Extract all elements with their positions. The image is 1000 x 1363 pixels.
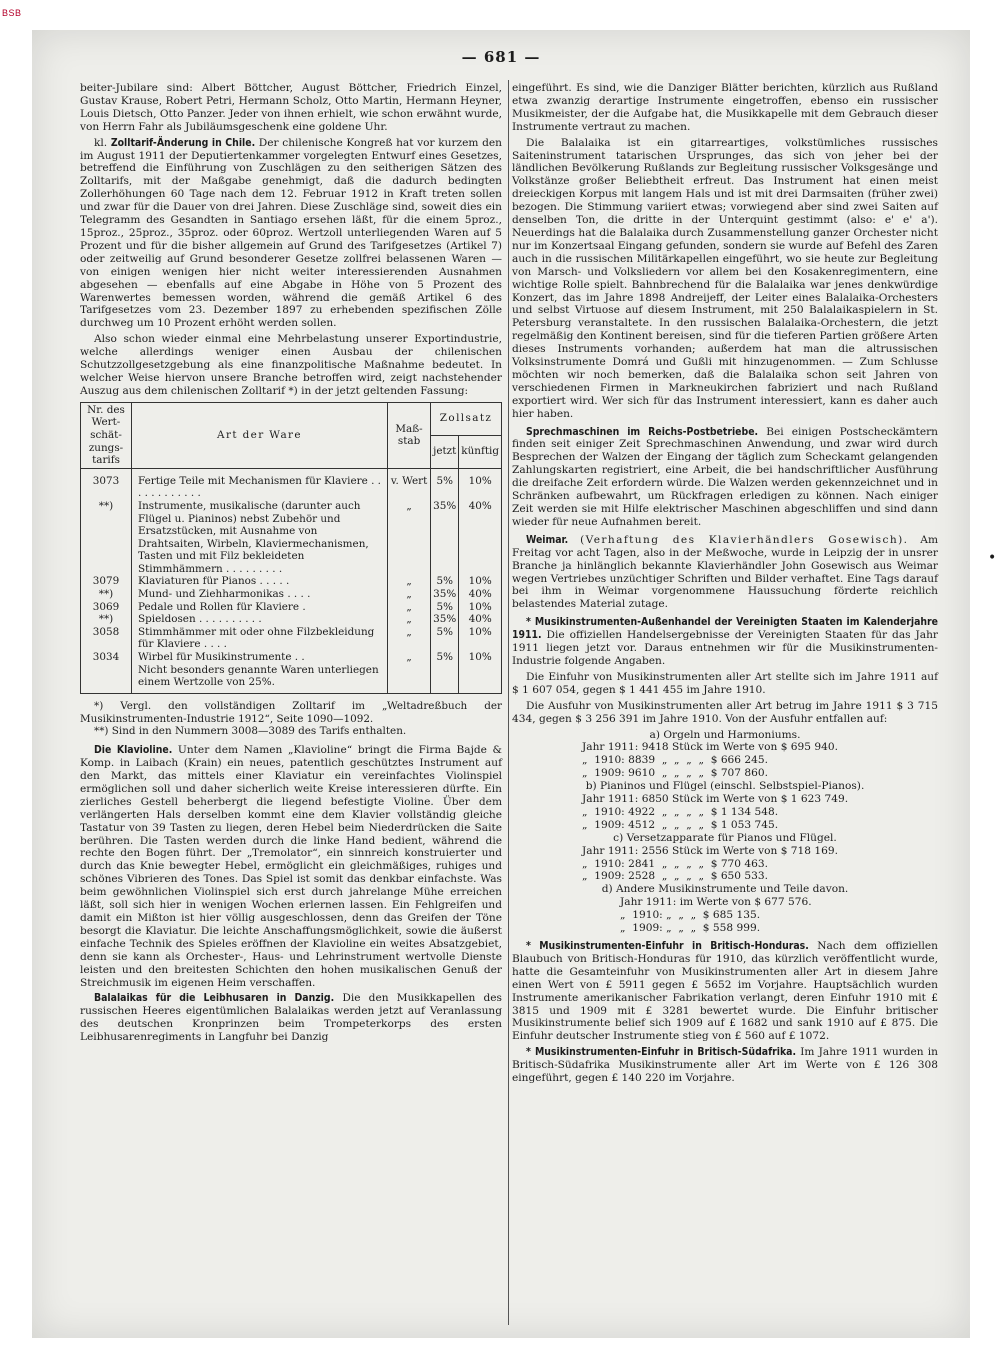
tariff-jetzt: 5% xyxy=(431,468,459,500)
aussenhandel-heading: * Musikinstrumenten-Außenhandel der Vereinigten Staaten im Kalenderjahre 1911. xyxy=(512,616,938,642)
honduras-article xyxy=(512,940,938,1043)
footnote-2: **) Sind in den Nummern 3008—3089 des Tarifs enthalten. xyxy=(94,725,407,738)
tariff-massstab: „ xyxy=(388,601,431,614)
balalaika-continuation: eingeführt. Es sind, wie die Danziger Blätter berichten, kürzlich aus Rußland etwa zwanzig derartige Instrumente eingetroffen, ebenso ein russischer Musikmeister, der die Aufgabe hat, die Musikkapelle mit dem Gebrauch dieser Instrumente vertraut zu machen. xyxy=(512,82,938,133)
tariff-nr: 3073 xyxy=(81,468,132,500)
tariff-row xyxy=(81,468,502,500)
tariff-jetzt: 35% xyxy=(431,500,459,576)
tariff-kuenftig: 10% xyxy=(459,601,502,614)
export-row: „ 1909: 4512 „ „ „ „ $ 1 053 745. xyxy=(582,818,779,831)
tariff-kuenftig: 40% xyxy=(459,500,502,576)
jubilee-paragraph: beiter-Jubilare sind: Albert Böttcher, August Böttcher, Friedrich Einzel, Gustav Krause, Robert Petri, Hermann Scholz, Otto Martin, Hermann Heyner, Louis Dietsch, Otto Panzer. Jeder von ihnen erhielt, wie schon erwähnt wurde, von Herrn Fahr als Jubiläumsgeschenk eine goldene Uhr. xyxy=(80,82,502,133)
tariff-nr: 3034 xyxy=(81,651,132,664)
tariff-row xyxy=(81,613,502,626)
export-row: „ 1909: 2528 „ „ „ „ $ 650 533. xyxy=(582,870,768,883)
export-row: Jahr 1911: 6850 Stück im Werte von $ 1 623 749. xyxy=(582,793,849,806)
klavioline-heading: Die Klavioline. xyxy=(94,744,173,757)
newspaper-page xyxy=(32,30,997,1338)
zolltarif-prefix: kl. xyxy=(94,136,108,149)
aussenhandel-text: Die offiziellen Handelsergebnisse der Vereinigten Staaten für das Jahr 1911 liegen jetzt vor. Daraus entnehmen wir für die Musikinstrumenten-Industrie folgende Angaben. xyxy=(512,629,938,667)
tariff-massstab xyxy=(388,664,431,694)
export-row: „ 1909: 9610 „ „ „ „ $ 707 860. xyxy=(582,767,768,780)
tariff-row xyxy=(81,664,502,694)
header-zollsatz: Zollsatz xyxy=(431,402,502,435)
tariff-kuenftig xyxy=(459,664,502,694)
tariff-nr: **) xyxy=(81,588,132,601)
weimar-article xyxy=(512,534,938,611)
balalaikas-article xyxy=(80,992,502,1044)
aussenhandel-article xyxy=(512,616,938,668)
tariff-art: Stimmhämmer mit oder ohne Filzbekleidung für Klaviere . . . . xyxy=(132,626,388,651)
export-row: Jahr 1911: 2556 Stück im Werte von $ 718 169. xyxy=(582,844,838,857)
suedafrika-heading: * Musikinstrumenten-Einfuhr in Britisch-Südafrika. xyxy=(526,1046,797,1059)
sprechmaschinen-text: Bei einigen Postscheckämtern finden seit einiger Zeit Sprechmaschinen Anwendung, und zwar wird durch Besprechen der Walzen der Eingang der täglich zum Scheckamt gelangenden Zahlungskarten registriert, eine Arbeit, die bei handschriftlicher Ausführung die dreifache Zeit erfordern würde. Die Walzen werden gekennzeichnet und in Schränken aufbewahrt, um Rückfragen erledigen zu können. Nach einiger Zeit werden sie mit Hilfe elektrischer Maschinen abgeschliffen und sind dann wieder für neue Aufnahmen bereit. xyxy=(512,425,938,528)
weimar-subtitle: (Verhaftung des Klavierhändlers Gosewisch). xyxy=(580,533,909,546)
export-group-title: c) Versetzapparate für Pianos und Flügel. xyxy=(613,831,837,844)
sprechmaschinen-heading: Sprechmaschinen im Reichs-Postbetriebe. xyxy=(526,425,759,438)
tariff-art: Pedale und Rollen für Klaviere . xyxy=(132,601,388,614)
tariff-row xyxy=(81,601,502,614)
tariff-kuenftig: 10% xyxy=(459,651,502,664)
export-row: „ 1910: „ „ „ $ 685 135. xyxy=(620,909,761,922)
export-row: „ 1910: 8839 „ „ „ „ $ 666 245. xyxy=(582,754,768,767)
honduras-text: Nach dem offiziellen Blaubuch von Britisch-Honduras für 1910, das kürzlich veröffentlicht wurde, hatte die Gesamteinfuhr von Musikinstrumenten aller Art in diesem Jahre einen Wert von £ 5911 gegen £ 5652 im Vorjahre. Hauptsächlich wurden Instrumente amerikanischer Fabrikation verlangt, deren Einfuhr 1910 mit £ 3815 und 1909 mit £ 3281 bewertet wurde. Die Einfuhr britischer Musikinstrumente belief sich 1909 auf £ 1682 und sank 1910 auf £ 875. Die Einfuhr deutscher Instrumente stieg von £ 560 auf £ 1072. xyxy=(512,940,938,1043)
tariff-nr: **) xyxy=(81,500,132,576)
tariff-art: Instrumente, musikalische (darunter auch Flügel u. Pianinos) nebst Zubehör und Ersatzstücken, mit Ausnahme von Drahtsaiten, Wirbeln, Klaviermechanismen, Tasten und mit Filz bekleideten Stimmhämmern . . . . . . . . . xyxy=(132,500,388,576)
klavioline-article xyxy=(80,744,502,989)
tariff-massstab: „ xyxy=(388,575,431,588)
tariff-row xyxy=(81,500,502,576)
tariff-massstab: „ xyxy=(388,651,431,664)
tariff-art: Spieldosen . . . . . . . . . . xyxy=(132,613,388,626)
tariff-nr: **) xyxy=(81,613,132,626)
header-kuenftig: künftig xyxy=(459,435,502,468)
tariff-row xyxy=(81,626,502,651)
tariff-row xyxy=(81,575,502,588)
tariff-kuenftig: 10% xyxy=(459,575,502,588)
klavioline-text: Unter dem Namen „Klavioline“ bringt die Firma Bajde & Komp. in Laibach (Krain) ein neues, patentlich geschütztes Instrument auf den Markt, das mittels einer Klaviatur ein vereinfachtes Violinspiel ermöglichen soll und daher sicherlich weite Kreise interessieren dürfte. Ein zierliches Gestell beherbergt die liegend befestigte Violine. Über dem verlängerten Hals derselben kommt eine dem Klavier vollständig gleiche Tastatur von 39 Tasten zu liegen, deren Hebel beim Niederdrücken die Saite berühren. Die Tasten werden durch die linke Hand bedient, während die rechte den Bogen führt. Der „Tremolator“, ein sinnreich konstruierter und durch das Knie bewegter Hebel, ermöglicht ein gleichmäßiges, ruhiges und schönes Vibrieren des Tones. Das Spiel ist somit das denkbar einfachste. Was beim gewöhnlichen Violinspiel sich erst durch jahrelange Mühe erreichen läßt, soll sich hier in wenigen Wochen erlernen lassen. Ein Fehlgreifen und damit ein Mißton ist hier völlig ausgeschlossen, denn das Greifen der Töne besorgt die Klaviatur. Die leichte Anschaffungsmöglichkeit, sowie die äußerst einfache Technik des Spieles eröffnen der Klavioline ein weites Absatzgebiet, denn sie kann als Orchester-, Haus- und Lehrinstrument wertvolle Dienste leisten und den breitesten Schichten den hohen musikalischen Genuß der Streichmusik im eigenen Heim verschaffen. xyxy=(80,744,502,989)
page-number: — 681 — xyxy=(461,48,541,66)
tariff-jetzt xyxy=(431,664,459,694)
honduras-heading: * Musikinstrumenten-Einfuhr in Britisch-Honduras. xyxy=(526,940,809,952)
tariff-art: Wirbel für Musikinstrumente . . xyxy=(132,651,388,664)
header-art: Art der Ware xyxy=(132,402,388,468)
tariff-jetzt: 5% xyxy=(431,651,459,664)
tariff-kuenftig: 40% xyxy=(459,613,502,626)
zolltarif-text: Der chilenische Kongreß hat vor kurzem den im August 1911 der Deputiertenkammer vorgelegten Entwurf eines Gesetzes, betreffend die Einführung von Zuschlägen zu den seitherigen Sätzen des Zolltarifs, mit der Maßgabe genehmigt, daß die dadurch bedingten Zollerhöhungen 60 Tage nach dem 12. Februar 1912 in Kraft treten sollen und zwar für die Dauer von drei Jahren. Diese Zuschläge sind, soweit dies ein Telegramm des Gesandten in Santiago ersehen läßt, für die einem 5proz., 15proz., 25proz., 35proz. oder 60proz. Wertzoll unterliegenden Waren auf 5 Prozent und für die bisher allgemein auf Grund des Tarifgesetzes (Artikel 7) oder zeitweilig auf Grund besonderer Gesetze zollfrei belassenen Waren — von einigen wenigen hier nicht weiter interessierenden Ausnahmen abgesehen — ebenfalls auf eine Abgabe in Höhe von 5 Prozent des Warenwertes bemessen worden, während die gemäß Artikel 6 des Tarifgesetzes vom 23. Dezember 1897 zu erhebenden spezifischen Zölle durchweg um 10 Prozent erhöht werden sollen. xyxy=(80,136,502,330)
zolltarif-article xyxy=(80,137,502,331)
export-group-title: d) Andere Musikinstrumente und Teile davon. xyxy=(601,883,849,896)
ausfuhr-paragraph: Die Ausfuhr von Musikinstrumenten aller Art betrug im Jahre 1911 $ 3 715 434, gegen $ 3 256 391 im Jahre 1910. Von der Ausfuhr entfallen auf: xyxy=(512,699,938,725)
tariff-nr: 3058 xyxy=(81,626,132,651)
suedafrika-article xyxy=(512,1046,938,1085)
balalaikas-text: Die den Musikkapellen des russischen Heeres eigentümlichen Balalaikas werden jetzt auf Veranlassung des deutschen Kronprinzen beim Trompeterkorps des ersten Leibhusarenregiments in Langfuhr bei Danzig xyxy=(80,992,502,1044)
library-mark: BSB xyxy=(2,8,22,18)
tariff-nr xyxy=(81,664,132,694)
tariff-jetzt: 35% xyxy=(431,613,459,626)
tariff-jetzt: 35% xyxy=(431,588,459,601)
tariff-body xyxy=(81,468,502,693)
tariff-table xyxy=(80,402,502,694)
export-row: Jahr 1911: im Werte von $ 677 576. xyxy=(620,896,812,909)
sprechmaschinen-article xyxy=(512,426,938,529)
tariff-art: Klaviaturen für Pianos . . . . . xyxy=(132,575,388,588)
export-row: Jahr 1911: 9418 Stück im Werte von $ 695 940. xyxy=(582,741,838,754)
export-row: „ 1910: 2841 „ „ „ „ $ 770 463. xyxy=(582,857,768,870)
zolltarif-heading: Zolltarif-Änderung in Chile. xyxy=(110,136,256,149)
tariff-jetzt: 5% xyxy=(431,575,459,588)
tariff-art: Nicht besonders genannte Waren unterliegen einem Wertzolle von 25%. xyxy=(132,664,388,694)
zolltarif-text2: Also schon wieder einmal eine Mehrbelastung unserer Exportindustrie, welche allerdings weniger einen Ausbau der chilenischen Schutzzollgesetzgebung als eine finanzpolitische Maßnahme bedeutet. In welcher Weise hiervon unsere Branche betroffen wird, zeigt nachstehender Auszug aus dem chilenischen Zolltarif *) in der jetzt geltenden Fassung: xyxy=(80,333,502,397)
tariff-massstab: „ xyxy=(388,588,431,601)
einfuhr-paragraph: Die Einfuhr von Musikinstrumenten aller Art stellte sich im Jahre 1911 auf $ 1 607 054, gegen $ 1 441 455 im Jahre 1910. xyxy=(512,670,938,696)
suedafrika-text: Im Jahre 1911 wurden in Britisch-Südafrika Musikinstrumente aller Art im Werte von £ 126 308 eingeführt, gegen £ 140 220 im Vorjahre. xyxy=(512,1046,938,1085)
tariff-row xyxy=(81,588,502,601)
right-column xyxy=(512,82,938,1088)
tariff-massstab: v. Wert xyxy=(388,468,431,500)
header-nr: Nr. des Wert-schät-zungs-tarifs xyxy=(81,402,132,468)
tariff-jetzt: 5% xyxy=(431,601,459,614)
tariff-jetzt: 5% xyxy=(431,626,459,651)
tariff-nr: 3079 xyxy=(81,575,132,588)
export-group-title: a) Orgeln und Harmoniums. xyxy=(649,728,801,741)
weimar-text: Am Freitag vor acht Tagen, also in der Meßwoche, wurde in Leipzig der in unsrer Branche ja hinlänglich bekannte Klavierhändler John Gosewisch aus Weimar wegen Vertriebes unzüchtiger Schriften und Bilder verhaftet. Eine Tags darauf bei ihm in Weimar vorgenommene Haussuchung förderte reichlich belastendes Material zutage. xyxy=(512,533,938,611)
tariff-kuenftig: 10% xyxy=(459,468,502,500)
balalaika-description: Die Balalaika ist ein gitarreartiges, volkstümliches russisches Saiteninstrument tatarischen Ursprunges, das sich von jeher bei der ländlichen Bevölkerung Rußlands zur Begleitung russischer Volksgesänge und Volkstänze großer Beliebtheit erfreut. Das Instrument hat einen meist dreieckigen Korpus mit langem Hals und ist mit drei Darmsaiten (früher zwei) bezogen. Die Stimmung variiert etwas; vorwiegend aber sind zwei Saiten auf denselben Ton, die dritte in der Unterquint gestimmt (also: e' e' a'). Neuerdings hat die Balalaika durch Zusammenstellung ganzer Orchester nicht nur im Konzertsaal Eingang gefunden, sondern sie wurde auf Befehl des Zaren auch in die russischen Militärkapellen eingeführt, wo sie heute zur Begleitung von Marsch- und Volksliedern vor allem bei den Kosakenregimentern, eine wichtige Rolle spielt. Bahnbrechend für die Balalaika war jenes denkwürdige Konzert, das im Jahre 1898 Andreijeff, der Leiter eines Balalaika-Orchesters und selbst Virtuose auf diesem Instrument, mit 250 Balalaikaspielern in St. Petersburg veranstaltete. In den russischen Balalaika-Orchestern, die jetzt regelmäßig den Kontinent bereisen, sind für die tieferen Partien größere Arten dieses Instruments vorhanden; außerdem hat man die altrussischen Volksinstrumente Domrá und Gußli mit hinzugenommen. — Zum Schlusse möchten wir noch bemerken, daß die Balalaika schon seit Jahren von verschiedenen Firmen in Markneukirchen fabriziert und nach Rußland exportiert wird. Wer sich für das Instrument interessiert, kann es daher auch hier haben. xyxy=(512,136,938,420)
left-column xyxy=(80,82,502,1047)
weimar-heading: Weimar. xyxy=(526,533,569,546)
tariff-row xyxy=(81,651,502,664)
tariff-kuenftig: 10% xyxy=(459,626,502,651)
tariff-art: Fertige Teile mit Mechanismen für Klaviere . . . . . . . . . . . . xyxy=(132,468,388,500)
tariff-massstab: „ xyxy=(388,626,431,651)
tariff-kuenftig: 40% xyxy=(459,588,502,601)
export-group-title: b) Pianinos und Flügel (einschl. Selbstspiel-Pianos). xyxy=(585,780,865,793)
tariff-art: Mund- und Ziehharmonikas . . . . xyxy=(132,588,388,601)
export-row: „ 1909: „ „ „ $ 558 999. xyxy=(620,922,761,935)
margin-dot: • xyxy=(988,550,997,566)
tariff-massstab: „ xyxy=(388,613,431,626)
footnote-1: *) Vergl. den vollständigen Zolltarif im „Weltadreßbuch der Musikinstrumenten-Industrie 1912“, Seite 1090—1092. xyxy=(80,699,502,725)
header-massstab: Maß-stab xyxy=(388,402,431,468)
column-divider xyxy=(508,80,509,1325)
tariff-nr: 3069 xyxy=(81,601,132,614)
tariff-massstab: „ xyxy=(388,500,431,576)
export-statistics xyxy=(512,729,938,936)
export-row: „ 1910: 4922 „ „ „ „ $ 1 134 548. xyxy=(582,805,779,818)
balalaikas-heading: Balalaikas für die Leibhusaren in Danzig. xyxy=(94,992,335,1005)
header-jetzt: jetzt xyxy=(431,435,459,468)
